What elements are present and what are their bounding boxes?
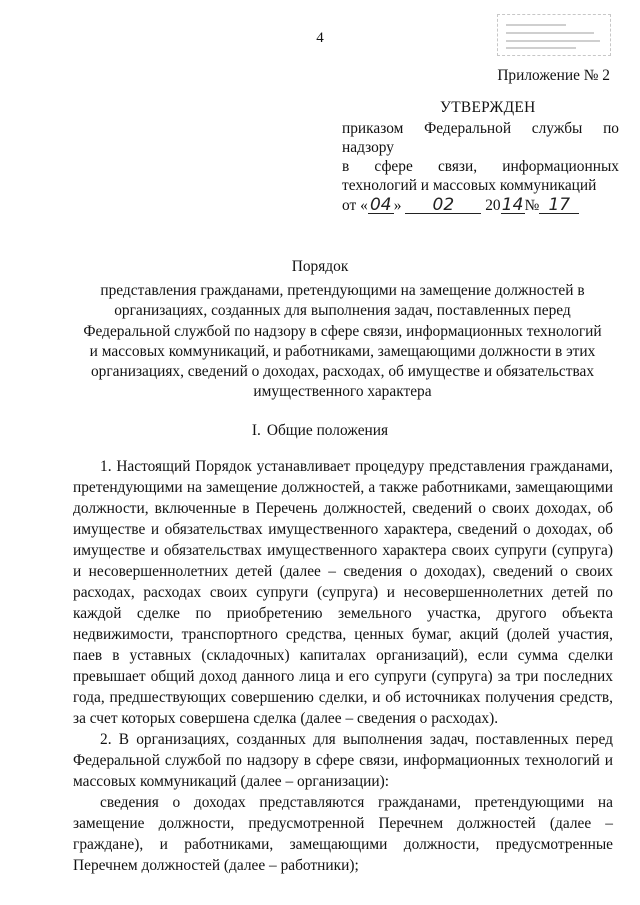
order-date-line (342, 196, 622, 215)
appendix-label: Приложение № 2 (497, 67, 610, 84)
date-year-handwritten: 14 (501, 195, 524, 215)
paragraph: 1. Настоящий Порядок устанавливает процедуру представления гражданами, претендующими на замещение должностей, а также работниками, замещающими должности, включенные в Перечень должностей, сведений о своих доходах, об имуществе и обязательствах имущественного характера, сведений о доходах, об имуществе и обязательствах имущественного характера своих супруги (супруга) и несовершеннолетних детей (далее – сведения о доходах), сведений о своих расходах, расходах своих супруги (супруга) и несовершеннолетних детей по каждой сделке по приобретению земельного участка, другого объекта недвижимости, транспортного средства, ценных бумаг, акций (долей участия, паев в уставных (складочных) капиталах организаций), если сумма сделки превышает общий доход данного лица и его супруги (супруга) за три последних года, предшествующих совершению сделки, и об источниках получения средств, за счет которых совершена сделка (далее – сведения о расходах). (73, 458, 613, 727)
order-line: приказом Федеральной службы по надзору (342, 120, 619, 156)
order-reference (342, 119, 619, 195)
document-body (73, 456, 613, 876)
date-prefix: от « (342, 197, 368, 214)
section-number: I. (251, 422, 261, 439)
registration-stamp (497, 14, 611, 56)
section-title: Общие положения (266, 422, 389, 439)
paragraph: 2. В организациях, созданных для выполнения задач, поставленных перед Федеральной службой по надзору в сфере связи, информационных технологий и массовых коммуникаций (далее – организации): (73, 731, 613, 790)
order-number-handwritten: 17 (539, 197, 579, 214)
approved-label: УТВЕРЖДЕН (440, 99, 536, 116)
date-day-handwritten: 04 (368, 197, 394, 214)
date-month-handwritten: 02 (405, 197, 481, 214)
page-number: 4 (316, 30, 324, 46)
document-subtitle: представления гражданами, претендующими на замещение должностей в организациях, созданных для выполнения задач, поставленных перед Федеральной службой по надзору в сфере связи, информационных технологий и массовых коммуникаций, и работниками, замещающими должности в этих организациях, сведений о доходах, расходах, об имуществе и обязательствах имущественного характера (83, 282, 602, 401)
document-title: Порядок (291, 258, 349, 275)
section-heading (0, 422, 640, 440)
order-line: технологий и массовых коммуникаций (342, 177, 597, 194)
date-year-prefix: 20 (485, 197, 501, 214)
number-label: № (524, 197, 540, 214)
paragraph: сведения о доходах представляются гражданами, претендующими на замещение должности, предусмотренной Перечнем должностей (далее – граждане), и работниками, замещающими должности, предусмотренные Перечнем должностей (далее – работники); (73, 794, 613, 874)
order-line: в сфере связи, информационных (342, 158, 619, 175)
date-mid: » (393, 197, 402, 214)
